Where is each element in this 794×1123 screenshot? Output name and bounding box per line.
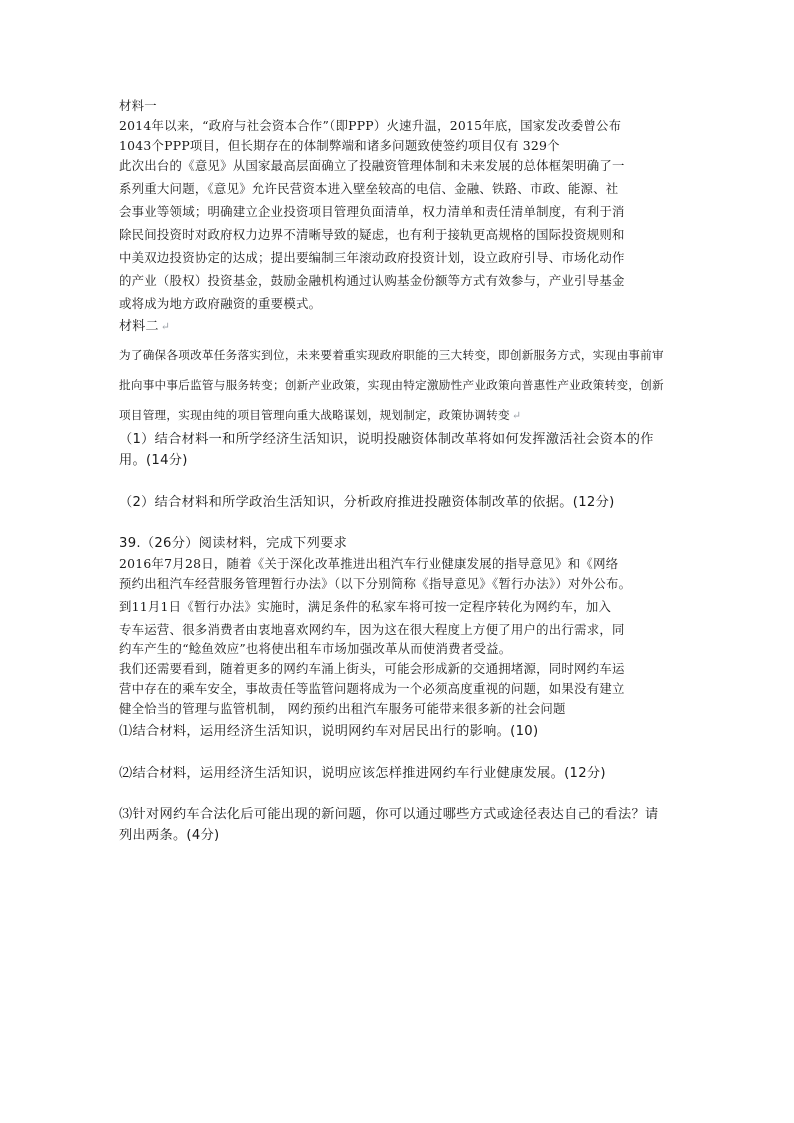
material2-line (119, 406, 521, 425)
material1-line: 或将成为地方政府融资的重要模式。 (119, 296, 322, 311)
material1-line: 1043个PPP项目，但长期存在的体制弊端和诸多问题致使签约项目仅有 329个 (119, 138, 560, 153)
material2-heading (119, 318, 170, 336)
section39-line: 到11月1日《暂行办法》实施时，满足条件的私家车将可按一定程序转化为网约车，加入 (119, 599, 612, 614)
material1-line: 的产业（股权）投资基金，鼓励金融机构通过认购基金份额等方式有效参与，产业引导基金 (119, 273, 625, 288)
section39-line: 约车产生的“鲶鱼效应”也将使出租车市场加强改革从而使消费者受益。 (119, 641, 512, 656)
section39-line: 我们还需要看到，随着更多的网约车涌上街头，可能会形成新的交通拥堵源，同时网约车运 (119, 661, 625, 676)
material1-heading: 材料一 (119, 98, 157, 113)
section39-heading: 39.（26分）阅读材料，完成下列要求 (119, 536, 348, 551)
material1-line: 此次出台的《意见》从国家最高层面确立了投融资管理体制和未来发展的总体框架明确了一 (119, 158, 625, 173)
material1-line: 会事业等领域；明确建立企业投资项目管理负面清单，权力清单和责任清单制度，有利于消 (119, 204, 625, 219)
question-2: （2）结合材料和所学政治生活知识，分析政府推进投融资体制改革的依据。(12分) (119, 495, 615, 510)
section39-line: 2016年7月28日，随着《关于深化改革推进出租汽车行业健康发展的指导意见》和《网络 (119, 556, 619, 571)
section39-question-1: ⑴结合材料，运用经济生活知识，说明网约车对居民出行的影响。(10) (119, 724, 539, 739)
paragraph-mark-icon: ↵ (160, 320, 171, 333)
material2-line-text: 项目管理，实现由纯的项目管理向重大战略谋划，规划制定，政策协调转变 (119, 408, 510, 422)
paragraph-mark-icon: ↵ (511, 409, 522, 422)
question-1-line: （1）结合材料一和所学经济生活知识，说明投融资体制改革将如何发挥激活社会资本的作 (119, 432, 654, 447)
section39-line: 健全恰当的管理与监管机制， 网约预约出租汽车服务可能带来很多新的社会问题 (119, 701, 566, 716)
section39-question-3-line: 列出两条。(4分) (119, 828, 220, 843)
material2-heading-text: 材料二 (119, 319, 159, 334)
material1-line: 中美双边投资协定的达成；提出要编制三年滚动政府投资计划，设立政府引导、市场化动作 (119, 250, 625, 265)
section39-line: 预约出租汽车经营服务管理暂行办法》（以下分别简称《指导意见》《暂行办法》）对外公布。 (119, 576, 632, 591)
section39-line: 专车运营、很多消费者由衷地喜欢网约车，因为这在很大程度上方便了用户的出行需求，同 (119, 622, 625, 637)
material1-line: 除民间投资时对政府权力边界不清晰导致的疑虑，也有利于接轨更高规格的国际投资规则和 (119, 227, 625, 242)
question-1-line: 用。(14分) (119, 453, 188, 468)
section39-question-2: ⑵结合材料，运用经济生活知识，说明应该怎样推进网约车行业健康发展。(12分) (119, 766, 606, 781)
material1-line: 2014年以来，“政府与社会资本合作”（即PPP）火速升温，2015年底，国家发改委曾公布 (119, 118, 622, 133)
section39-line: 营中存在的乘车安全，事故责任等监管问题将成为一个必须高度重视的问题，如果没有建立 (119, 681, 625, 696)
material2-line: 批向事中事后监管与服务转变；创新产业政策，实现由特定激励性产业政策向普惠性产业政策转变，创新 (119, 378, 664, 392)
section39-question-3-line: ⑶针对网约车合法化后可能出现的新问题，你可以通过哪些方式或途径表达自己的看法？请 (119, 807, 659, 822)
material2-line: 为了确保各项改革任务落实到位，未来要着重实现政府职能的三大转变，即创新服务方式，实现由事前审 (119, 348, 664, 362)
material1-line: 系列重大问题，《意见》允许民营资本进入壁垒较高的电信、金融、铁路、市政、能源、社 (119, 181, 619, 196)
